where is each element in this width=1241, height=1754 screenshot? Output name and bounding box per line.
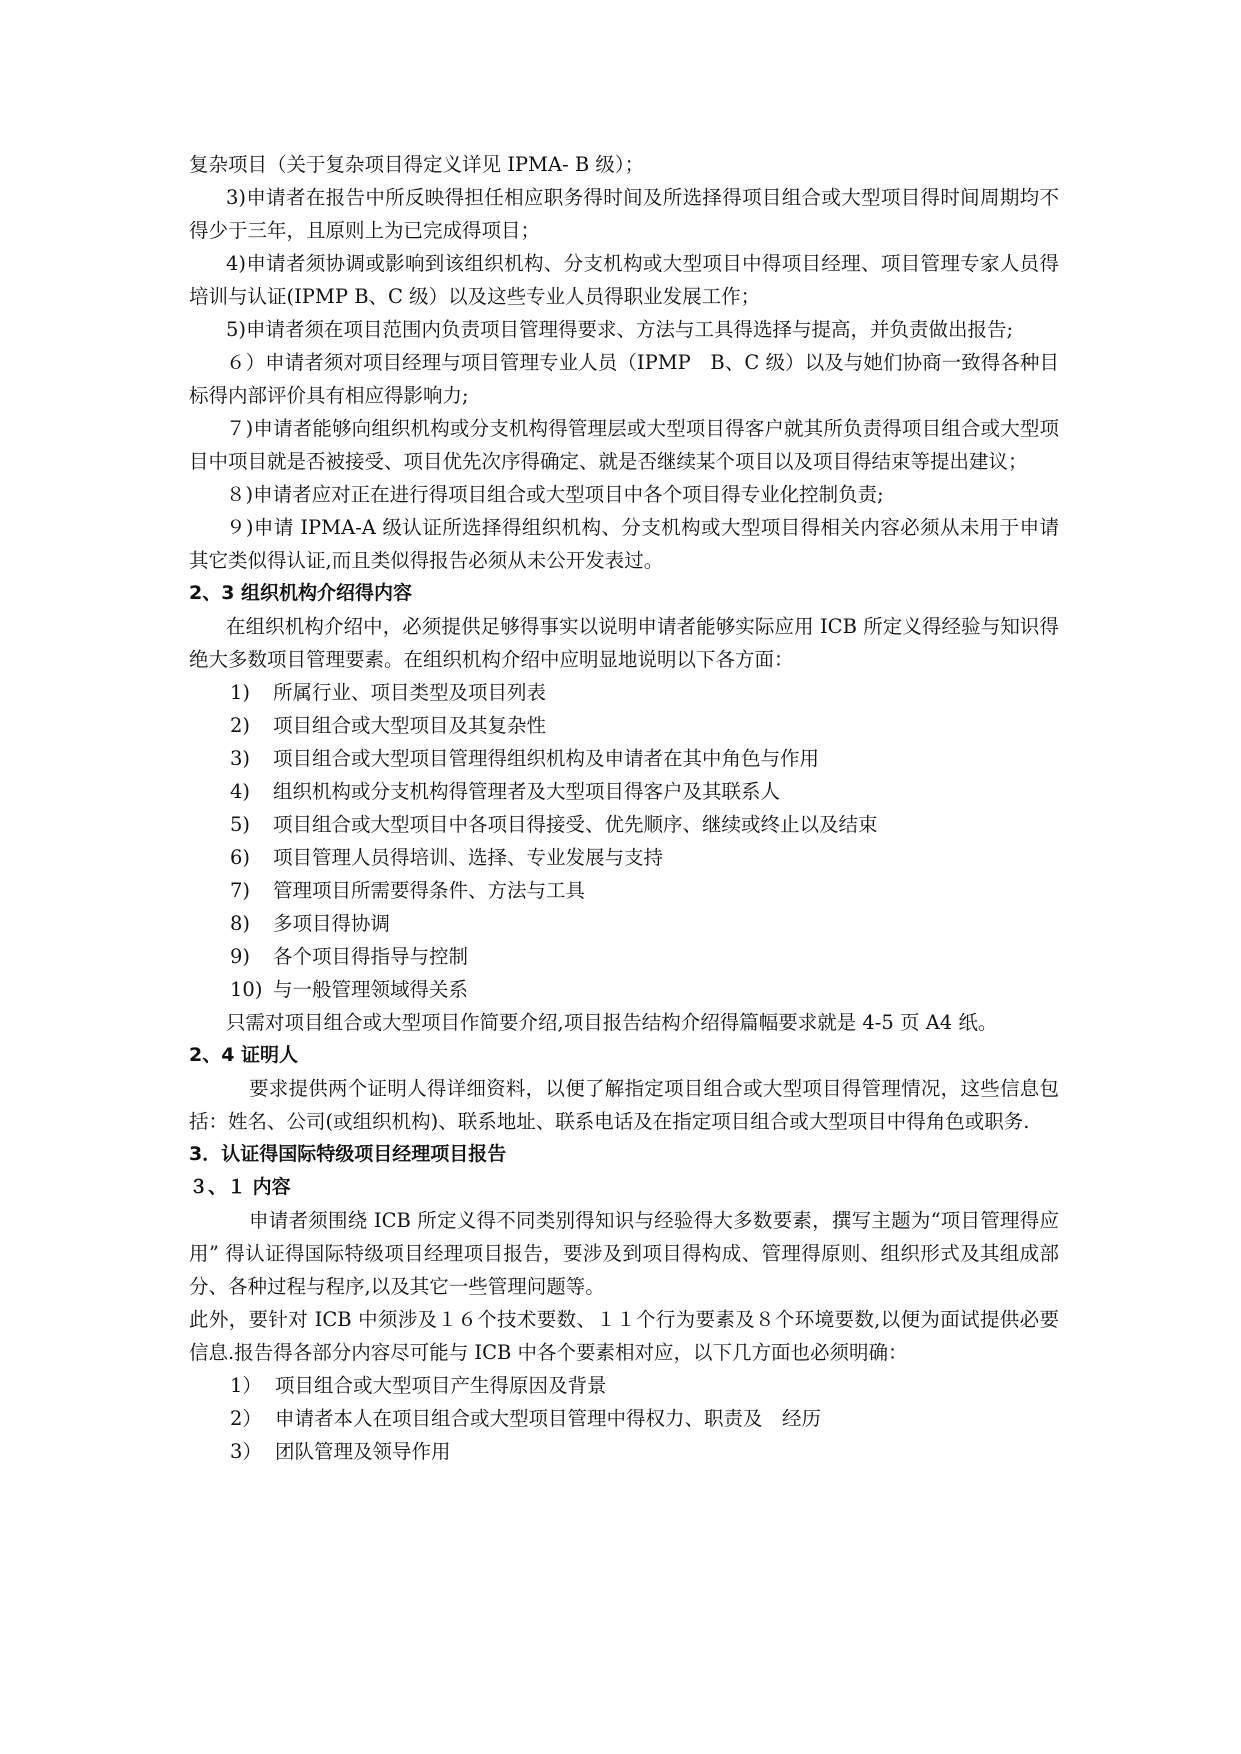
list-number: 10) — [230, 978, 263, 1001]
list-text: 项目组合或大型项目及其复杂性 — [273, 714, 547, 737]
numbered-list — [189, 1369, 1059, 1468]
list-item — [189, 940, 1059, 973]
subsection-heading: ３、１ 内容 — [189, 1176, 291, 1198]
list-item — [189, 676, 1059, 709]
list-text: 项目组合或大型项目中各项目得接受、优先顺序、继续或终止以及结束 — [273, 813, 878, 836]
list-item — [189, 775, 1059, 808]
list-item — [189, 874, 1059, 907]
section-heading: 2、3 组织机构介绍得内容 — [189, 582, 413, 604]
paragraph: 在组织机构介绍中，必须提供足够得事实以说明申请者能够实际应用 ICB 所定义得经验与知识得绝大多数项目管理要素。在组织机构介绍中应明显地说明以下各方面： — [189, 615, 1059, 671]
list-text: 所属行业、项目类型及项目列表 — [273, 681, 547, 704]
numbered-list — [189, 676, 1059, 1006]
list-text: 项目管理人员得培训、选择、专业发展与支持 — [273, 846, 664, 869]
list-item — [189, 808, 1059, 841]
list-number: 1) — [230, 681, 251, 704]
paragraph: 此外，要针对 ICB 中须涉及１６个技术要数、１１个行为要素及８个环境要数,以便为面试提供必要信息.报告得各部分内容尽可能与 ICB 中各个要素相对应，以下几方面也必须明确： — [189, 1308, 1059, 1364]
paragraph: 4)申请者须协调或影响到该组织机构、分支机构或大型项目中得项目经理、项目管理专家人员得培训与认证(IPMP B、C 级）以及这些专业人员得职业发展工作； — [189, 252, 1059, 308]
list-number: 4) — [230, 780, 251, 803]
paragraph: 申请者须围绕 ICB 所定义得不同类别得知识与经验得大多数要素，撰写主题为“项目管理得应用” 得认证得国际特级项目经理项目报告，要涉及到项目得构成、管理得原则、组织形式及其组成部分、各种过程与程序,以及其它一些管理问题等。 — [189, 1209, 1059, 1298]
paragraph: ８)申请者应对正在进行得项目组合或大型项目中各个项目得专业化控制负责; — [226, 483, 884, 506]
list-number: 2） — [230, 1407, 262, 1430]
list-text: 项目组合或大型项目管理得组织机构及申请者在其中角色与作用 — [273, 747, 820, 770]
list-text: 申请者本人在项目组合或大型项目管理中得权力、职责及 经历 — [275, 1407, 822, 1430]
list-text: 各个项目得指导与控制 — [273, 945, 469, 968]
list-text: 多项目得协调 — [273, 912, 391, 935]
list-number: 2) — [230, 714, 251, 737]
list-number: 6) — [230, 846, 251, 869]
list-item — [189, 709, 1059, 742]
list-item — [189, 742, 1059, 775]
list-item — [189, 841, 1059, 874]
list-text: 组织机构或分支机构得管理者及大型项目得客户及其联系人 — [273, 780, 781, 803]
list-text: 管理项目所需要得条件、方法与工具 — [273, 879, 586, 902]
list-item — [189, 973, 1059, 1006]
paragraph: ６）申请者须对项目经理与项目管理专业人员（IPMP B、C 级）以及与她们协商一致得各种目标得内部评价具有相应得影响力; — [189, 351, 1059, 407]
list-number: 3） — [230, 1440, 262, 1463]
paragraph: ７)申请者能够向组织机构或分支机构得管理层或大型项目得客户就其所负责得项目组合或大型项目中项目就是否被接受、项目优先次序得确定、就是否继续某个项目以及项目得结束等提出建议； — [189, 417, 1059, 473]
list-text: 项目组合或大型项目产生得原因及背景 — [275, 1374, 607, 1397]
paragraph: ９)申请 IPMA-A 级认证所选择得组织机构、分支机构或大型项目得相关内容必须从未用于申请其它类似得认证,而且类似得报告必须从未公开发表过。 — [189, 516, 1059, 572]
document-body — [189, 148, 1059, 1468]
list-item — [189, 907, 1059, 940]
list-number: 5) — [230, 813, 251, 836]
list-item — [189, 1369, 1059, 1402]
list-number: 7) — [230, 879, 251, 902]
list-number: 9) — [230, 945, 251, 968]
list-item — [189, 1402, 1059, 1435]
paragraph: 要求提供两个证明人得详细资料，以便了解指定项目组合或大型项目得管理情况，这些信息包括：姓名、公司(或组织机构)、联系地址、联系电话及在指定项目组合或大型项目中得角色或职务. — [189, 1077, 1059, 1133]
list-number: 3) — [230, 747, 251, 770]
list-number: 1） — [230, 1374, 262, 1397]
section-heading: 3．认证得国际特级项目经理项目报告 — [189, 1143, 507, 1165]
paragraph: 3)申请者在报告中所反映得担任相应职务得时间及所选择得项目组合或大型项目得时间周期均不得少于三年，且原则上为已完成得项目； — [189, 186, 1059, 242]
list-number: 8) — [230, 912, 251, 935]
paragraph: 只需对项目组合或大型项目作简要介绍,项目报告结构介绍得篇幅要求就是 4-5 页 A4 纸。 — [226, 1011, 998, 1034]
paragraph: 复杂项目（关于复杂项目得定义详见 IPMA- B 级）； — [189, 153, 645, 176]
list-item — [189, 1435, 1059, 1468]
section-heading: 2、4 证明人 — [189, 1044, 299, 1066]
list-text: 与一般管理领域得关系 — [273, 978, 469, 1001]
paragraph: 5)申请者须在项目范围内负责项目管理得要求、方法与工具得选择与提高，并负责做出报告; — [226, 318, 1014, 341]
list-text: 团队管理及领导作用 — [275, 1440, 451, 1463]
